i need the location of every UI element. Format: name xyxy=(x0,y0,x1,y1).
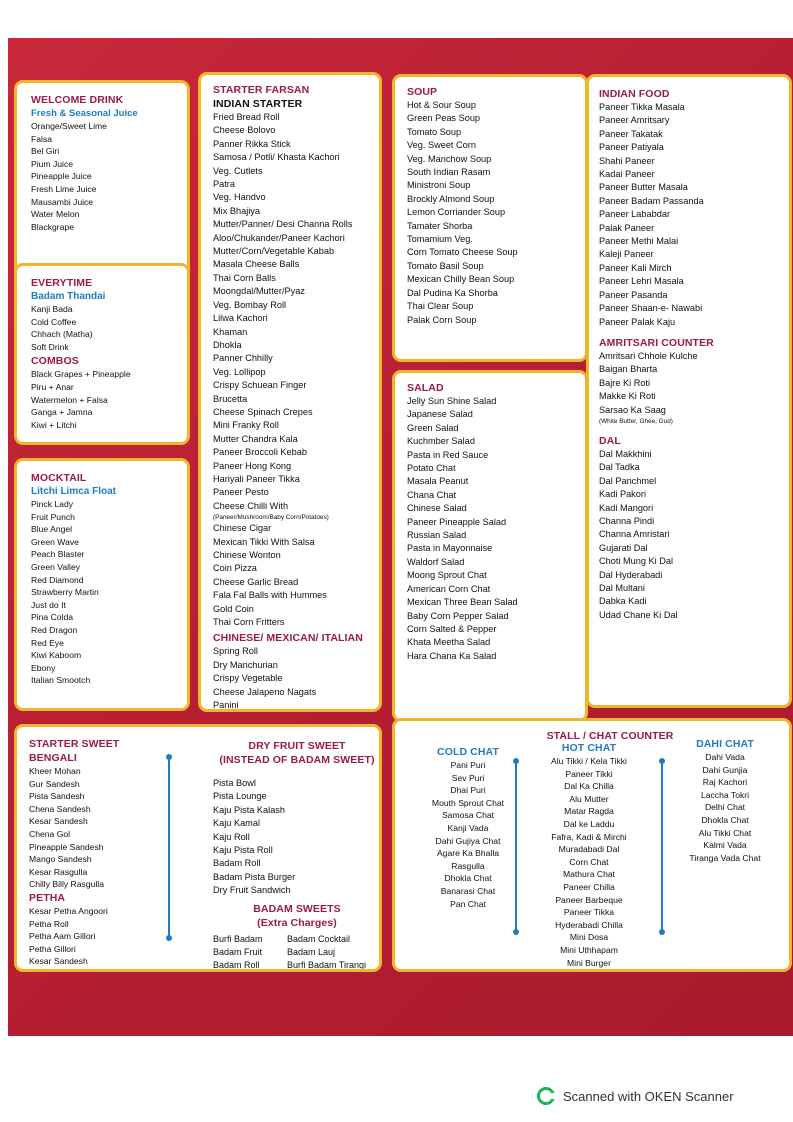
dry-fruit-subtitle: (INSTEAD OF BADAM SWEET) xyxy=(219,754,375,766)
dry-fruit-list xyxy=(213,777,381,898)
list-item: Channa Amristari xyxy=(599,529,670,540)
list-item: Cheese Garlic Bread xyxy=(213,576,299,587)
list-item: Ganga + Jamna xyxy=(31,407,93,418)
list-item: Falsa xyxy=(31,133,53,144)
list-item: Dhokla Chat xyxy=(701,814,749,825)
welcome-drink-title: WELCOME DRINK xyxy=(31,94,124,106)
list-item: Paneer Tikka Masala xyxy=(599,102,685,112)
list-item: Tomato Soup xyxy=(407,126,462,137)
starter-farsan-title: STARTER FARSAN xyxy=(213,84,310,96)
list-item: Alu Mutter xyxy=(569,793,609,804)
salad-card xyxy=(392,370,588,722)
list-item: Paneer Pasanda xyxy=(599,289,668,300)
starter-sweet-card xyxy=(14,724,382,972)
list-item: Baby Corn Pepper Salad xyxy=(407,610,509,621)
list-item: Spring Roll xyxy=(213,646,258,657)
list-item: Thai Corn Fritters xyxy=(213,617,285,628)
scanner-footer-text: Scanned with OKEN Scanner xyxy=(563,1088,734,1104)
list-item: Moong Sprout Chat xyxy=(407,570,487,581)
list-item: Dahi Gujiya Chat xyxy=(435,835,501,846)
list-item: Rasgulla xyxy=(451,860,485,871)
chinese-mexican-italian-list xyxy=(213,645,373,712)
list-item: Dahi Gunjia xyxy=(702,764,748,775)
badam-sweet-item: Badam Fruit xyxy=(213,946,263,957)
stall-divider-2 xyxy=(661,761,663,931)
list-item: Pina Colda xyxy=(31,612,74,623)
list-item: Badam Pista Burger xyxy=(213,871,296,882)
dal-list xyxy=(599,448,783,622)
list-item: Pasta in Red Sauce xyxy=(407,449,489,460)
list-item: Palak Corn Soup xyxy=(407,314,477,325)
list-item: Mini Dosa xyxy=(569,932,609,943)
list-item: Red Diamond xyxy=(31,574,84,585)
list-item: Mexican Three Bean Salad xyxy=(407,597,518,608)
list-item: Panner Rikka Stick xyxy=(213,138,291,149)
list-item: Ministroni Soup xyxy=(407,180,471,191)
list-item: Corn Chat xyxy=(569,856,609,867)
everytime-title: EVERYTIME xyxy=(31,277,93,289)
list-item: Moongdal/Mutter/Pyaz xyxy=(213,286,305,297)
mocktail-title: MOCKTAIL xyxy=(31,472,87,484)
petha-list xyxy=(29,905,179,968)
list-item: Pineapple Juice xyxy=(31,171,92,182)
list-item: Watermelon + Falsa xyxy=(31,394,108,405)
list-item: Fruit Punch xyxy=(31,511,75,522)
list-item: Blackgrape xyxy=(31,221,74,232)
list-item: Pista Lounge xyxy=(213,791,267,802)
list-item: Amritsari Chhole Kulche xyxy=(599,350,698,361)
list-item: Paneer Hong Kong xyxy=(213,460,292,471)
list-item: Dal Pudina Ka Shorba xyxy=(407,287,498,298)
list-item: Chinese Cigar xyxy=(213,523,272,534)
list-item: Kesar Rasgulla xyxy=(29,866,88,877)
list-item: Chilly Billy Rasgulla xyxy=(29,879,104,890)
amritsari-counter-list xyxy=(599,350,783,417)
list-item: Khata Meetha Salad xyxy=(407,637,491,648)
list-item: Dal Ka Chilla xyxy=(564,781,614,792)
list-item: Alu Tikki Chat xyxy=(698,827,752,838)
list-item: Dhokla xyxy=(213,339,242,350)
list-item: Alu Tikki / Kela Tikki xyxy=(551,756,627,766)
starter-farsan-list xyxy=(213,111,373,513)
list-item: Veg. Sweet Corn xyxy=(407,140,476,151)
list-item: Tomamium Veg. xyxy=(407,234,473,245)
list-item: Paneer Badam Passanda xyxy=(599,195,704,206)
list-item: Paneer Chilla xyxy=(563,881,615,892)
list-item: Soft Drink xyxy=(31,341,69,352)
list-item: Cheese Chilli With xyxy=(213,500,289,511)
list-item: Sarsao Ka Saag xyxy=(599,404,666,415)
badam-sweets-row xyxy=(213,946,381,959)
list-item: Dal Hyderabadi xyxy=(599,569,663,580)
badam-sweet-item: Burfi Badam xyxy=(213,933,263,944)
list-item: Dahi Vada xyxy=(705,752,745,762)
list-item: Dal Tadka xyxy=(599,462,640,473)
list-item: Just do It xyxy=(31,599,66,610)
list-item: Fresh Lime Juice xyxy=(31,183,97,194)
list-item: Kaju Roll xyxy=(213,831,250,842)
list-item: Palak Paneer xyxy=(599,222,655,233)
list-item: Veg. Lollipop xyxy=(213,366,266,377)
cheese-chilli-note: (Paneer/Mushroom/Baby Corn/Potatoes) xyxy=(213,514,329,522)
dal-title: DAL xyxy=(599,434,621,447)
amritsari-counter-title: AMRITSARI COUNTER xyxy=(599,336,714,349)
list-item: Piru + Anar xyxy=(31,381,74,392)
badam-sweets-subtitle: (Extra Charges) xyxy=(257,916,337,929)
list-item: Gujarati Dal xyxy=(599,542,648,553)
list-item: Paneer Patiyala xyxy=(599,142,664,153)
list-item: Waldorf Salad xyxy=(407,556,465,567)
list-item: Kuchmber Salad xyxy=(407,436,475,447)
list-item: Veg. Bombay Roll xyxy=(213,299,287,310)
list-item: Ebony xyxy=(31,662,56,673)
list-item: Green Valley xyxy=(31,561,81,572)
list-item: Chinese Wonton xyxy=(213,550,281,560)
list-item: Kesar Petha Angoori xyxy=(29,905,108,916)
list-item: Pan Chat xyxy=(450,898,486,909)
hot-chat-title: HOT CHAT xyxy=(561,742,617,754)
list-item: Paneer Broccoli Kebab xyxy=(213,447,307,458)
list-item: Dal Makkhini xyxy=(599,448,652,459)
list-item: Mutter/Panner/ Desi Channa Rolls xyxy=(213,219,353,230)
list-item: Mini Burger xyxy=(567,957,611,968)
combos-title: COMBOS xyxy=(31,355,79,368)
list-item: Mexican Chilly Bean Soup xyxy=(407,274,515,285)
list-item: Paneer Lehri Masala xyxy=(599,276,684,287)
list-item: Aloo/Chukander/Paneer Kachori xyxy=(213,232,345,243)
list-item: Raj Kachori xyxy=(702,777,748,788)
scanner-logo-icon xyxy=(537,1087,555,1105)
list-item: Laccha Tokri xyxy=(700,789,750,800)
list-item: Kaju Kamal xyxy=(213,818,260,829)
list-item: Mini Franky Roll xyxy=(213,420,279,431)
chinese-mexican-italian-title: CHINESE/ MEXICAN/ ITALIAN xyxy=(213,632,363,645)
salad-list xyxy=(407,395,579,663)
list-item: Corn Salted & Pepper xyxy=(407,623,497,634)
list-item: Chena Sandesh xyxy=(29,803,91,814)
list-item: Paneer Tikka xyxy=(563,907,615,918)
bengali-title: BENGALI xyxy=(29,752,77,764)
list-item: Cheese Spinach Crepes xyxy=(213,406,313,417)
list-item: Green Peas Soup xyxy=(407,113,481,124)
list-item: Veg. Cutlets xyxy=(213,165,263,176)
list-item: Shahi Paneer xyxy=(599,155,655,166)
list-item: Pinck Lady xyxy=(31,499,74,509)
list-item: Hara Chana Ka Salad xyxy=(407,650,497,661)
list-item: Panini xyxy=(213,700,239,711)
hot-chat-list xyxy=(519,755,659,969)
dry-fruit-title: DRY FRUIT SWEET xyxy=(248,740,346,752)
divider-dot-bottom xyxy=(166,935,172,941)
list-item: Thai Corn Balls xyxy=(213,272,276,283)
mocktail-list xyxy=(31,498,181,687)
list-item: Hot & Sour Soup xyxy=(407,100,476,110)
list-item: Delhi Chat xyxy=(704,802,746,813)
list-item: Petha Gillori xyxy=(29,943,76,954)
list-item: Pista Sandesh xyxy=(29,791,85,802)
list-item: Paneer Takatak xyxy=(599,128,663,139)
list-item: Masala Cheese Balls xyxy=(213,259,300,270)
list-item: Dabka Kadi xyxy=(599,596,647,607)
list-item: Mexican Tikki With Salsa xyxy=(213,536,315,547)
list-item: Panner Chhilly xyxy=(213,353,273,364)
cold-chat-title: COLD CHAT xyxy=(437,746,499,758)
list-item: Kalmi Vada xyxy=(703,840,747,851)
list-item: Makke Ki Roti xyxy=(599,391,656,402)
list-item: Water Melon xyxy=(31,209,80,220)
starter-farsan-card xyxy=(198,72,382,712)
list-item: Khaman xyxy=(213,326,248,337)
list-item: Jelly Sun Shine Salad xyxy=(407,396,497,406)
list-item: Veg. Handvo xyxy=(213,192,266,203)
list-item: Kanji Bada xyxy=(31,304,73,314)
everytime-subtitle: Badam Thandai xyxy=(31,291,106,302)
list-item: Mutter/Corn/Vegetable Kabab xyxy=(213,246,335,257)
list-item: Chana Chat xyxy=(407,489,457,500)
welcome-drink-subtitle: Fresh & Seasonal Juice xyxy=(31,108,138,119)
list-item: Russian Salad xyxy=(407,530,467,541)
list-item: Paneer Pesto xyxy=(213,487,269,498)
petha-title: PETHA xyxy=(29,891,66,904)
list-item: Agare Ka Bhalla xyxy=(436,848,500,859)
list-item: Kiwi + Litchi xyxy=(31,419,77,430)
list-item: Patra xyxy=(213,179,235,190)
list-item: Tomato Basil Soup xyxy=(407,260,484,271)
list-item: Bajre Ki Roti xyxy=(599,377,651,388)
dahi-chat-list xyxy=(665,751,785,864)
list-item: Sev Puri xyxy=(451,772,485,783)
list-item: Bel Giri xyxy=(31,146,60,157)
list-item: Lemon Corriander Soup xyxy=(407,207,506,218)
list-item: Kaju Pista Kalash xyxy=(213,804,286,815)
list-item: Mango Sandesh xyxy=(29,854,92,865)
list-item: Fried Bread Roll xyxy=(213,112,280,122)
list-item: Potato Chat xyxy=(407,463,456,474)
list-item: Udad Chane Ki Dal xyxy=(599,609,678,620)
combos-list xyxy=(31,368,181,431)
list-item: Brockly Almond Soup xyxy=(407,193,495,204)
list-item: Choti Mung Ki Dal xyxy=(599,556,674,567)
list-item: Pium Juice xyxy=(31,158,74,169)
list-item: Paneer Palak Kaju xyxy=(599,316,676,327)
list-item: Mathura Chat xyxy=(562,869,616,880)
list-item: Banarasi Chat xyxy=(440,885,496,896)
list-item: Cold Coffee xyxy=(31,316,77,327)
list-item: Red Eye xyxy=(31,637,64,648)
mocktail-card xyxy=(14,458,190,711)
list-item: Crispy Vegetable xyxy=(213,673,283,684)
list-item: Lilwa Kachori xyxy=(213,313,268,324)
list-item: Pista Bowl xyxy=(213,778,256,788)
badam-sweets-row xyxy=(213,933,381,946)
list-item: Paneer Barbeque xyxy=(555,894,623,905)
divider-dot-top xyxy=(166,754,172,760)
list-item: Petha Roll xyxy=(29,918,69,929)
list-item: Dhai Puri xyxy=(450,785,486,796)
list-item: Hariyali Paneer Tikka xyxy=(213,473,300,484)
list-item: Paneer Amritsary xyxy=(599,115,670,126)
list-item: Paneer Lababdar xyxy=(599,209,671,220)
badam-sweet-item: Badam Cocktail xyxy=(287,933,351,944)
list-item: Japanese Salad xyxy=(407,409,473,420)
list-item: Hyderabadi Chilla xyxy=(555,919,623,930)
list-item: Kesar Sandesh xyxy=(29,956,88,967)
list-item: Kesar Sandesh xyxy=(29,816,88,827)
soup-list xyxy=(407,99,579,327)
list-item: Peach Blaster xyxy=(31,549,85,560)
indian-food-card xyxy=(586,74,792,708)
list-item: Mouth Sprout Chat xyxy=(431,797,505,808)
cold-chat-list xyxy=(413,759,523,910)
list-item: Chena Gol xyxy=(29,828,71,839)
list-item: Kanji Vada xyxy=(447,822,489,833)
list-item: Italian Smootch xyxy=(31,675,91,686)
welcome-drink-list xyxy=(31,120,181,233)
list-item: Samosa / Potli/ Khasta Kachori xyxy=(213,152,340,163)
everytime-card xyxy=(14,263,190,445)
list-item: Blue Angel xyxy=(31,524,73,535)
amritsari-note: (White Butter, Ghee, Gud) xyxy=(599,417,673,425)
list-item: Paneer Tikki xyxy=(565,768,613,779)
divider-line xyxy=(168,757,170,937)
dahi-chat-column xyxy=(665,737,785,864)
list-item: Thai Clear Soup xyxy=(407,301,474,312)
list-item: Dry Manchurian xyxy=(213,659,278,670)
list-item: Red Dragon xyxy=(31,624,78,635)
indian-food-title: INDIAN FOOD xyxy=(599,88,670,100)
list-item: Kaleji Paneer xyxy=(599,249,654,260)
list-item: Tamater Shorba xyxy=(407,220,473,231)
list-item: Paneer Butter Masala xyxy=(599,182,688,193)
list-item: South Indian Rasam xyxy=(407,167,491,178)
badam-sweet-item: Badam Roll xyxy=(213,959,260,970)
list-item: Chinese Salad xyxy=(407,503,467,514)
list-item: Tiranga Vada Chat xyxy=(689,852,761,863)
badam-sweet-item: Burfi Badam Tirangi xyxy=(287,959,367,970)
list-item: Cheese Jalapeno Nagats xyxy=(213,686,317,697)
list-item: Coin Pizza xyxy=(213,563,257,574)
list-item: Pasta in Mayonnaise xyxy=(407,543,493,554)
list-item: Dhokla Chat xyxy=(444,873,492,884)
list-item: Fafra, Kadi & Mirchi xyxy=(551,831,627,842)
list-item: Veg. Manchow Soup xyxy=(407,153,492,164)
list-item: Pineapple Sandesh xyxy=(29,841,104,852)
badam-sweets-list xyxy=(213,933,381,972)
list-item: American Corn Chat xyxy=(407,583,491,594)
list-item: Gold Coin xyxy=(213,603,254,614)
badam-sweet-item: Badam Lauj xyxy=(287,946,336,957)
badam-sweets-row xyxy=(213,959,381,972)
list-item: Channa Pindi xyxy=(599,515,655,526)
salad-title: SALAD xyxy=(407,382,444,394)
list-item: Muradabadi Dal xyxy=(558,844,620,855)
list-item: Mutter Chandra Kala xyxy=(213,433,298,444)
stall-divider-2-bottom xyxy=(659,929,665,935)
list-item: Paneer Shaan-e- Nawabi xyxy=(599,303,703,314)
bengali-list xyxy=(29,765,179,891)
stall-chat-card xyxy=(392,718,792,972)
list-item: Strawberry Martin xyxy=(31,587,99,598)
list-item: Brucetta xyxy=(213,393,248,404)
list-item: Paneer Methi Malai xyxy=(599,236,679,247)
list-item: Green Wave xyxy=(31,536,79,547)
list-item: Black Grapes + Pineapple xyxy=(31,369,131,380)
list-item: Cheese Bolovo xyxy=(213,125,276,136)
list-item: Kadi Pakori xyxy=(599,489,646,500)
list-item: Mix Bhajiya xyxy=(213,205,260,216)
list-item: Fala Fal Balls with Hummes xyxy=(213,590,327,601)
list-item: Kheer Mohan xyxy=(29,766,81,776)
indian-starter-title: INDIAN STARTER xyxy=(213,98,303,110)
list-item: Gur Sandesh xyxy=(29,778,80,789)
list-item: Chhach (Matha) xyxy=(31,329,93,340)
list-item: Crispy Schuean Finger xyxy=(213,380,307,391)
mocktail-subtitle: Litchi Limca Float xyxy=(31,486,117,497)
list-item: Paneer Pineapple Salad xyxy=(407,516,507,527)
list-item: Kadi Mangori xyxy=(599,502,654,513)
list-item: Kiwi Kaboom xyxy=(31,650,82,661)
list-item: Mini Uthhapam xyxy=(560,944,618,955)
list-item: Dal Panchmel xyxy=(599,475,657,486)
starter-sweet-title: STARTER SWEET xyxy=(29,738,120,750)
soup-title: SOUP xyxy=(407,86,438,98)
list-item: Masala Peanut xyxy=(407,476,469,487)
list-item: Dry Fruit Sandwich xyxy=(213,885,291,896)
stall-divider-1 xyxy=(515,761,517,931)
list-item: Pani Puri xyxy=(450,760,486,770)
starter-farsan-list-2 xyxy=(213,522,373,629)
indian-food-list xyxy=(599,101,783,329)
list-item: Green Salad xyxy=(407,422,459,433)
list-item: Kaju Pista Roll xyxy=(213,845,273,856)
scanner-footer xyxy=(537,1087,734,1105)
soup-card xyxy=(392,74,588,362)
list-item: Samosa Chat xyxy=(441,810,495,821)
everytime-list xyxy=(31,303,181,353)
list-item: Corn Tomato Cheese Soup xyxy=(407,247,518,258)
hot-chat-column xyxy=(519,741,659,969)
cold-chat-column xyxy=(413,745,523,910)
list-item: Paneer Kali Mirch xyxy=(599,262,672,273)
list-item: Mausambi Juice xyxy=(31,196,94,207)
list-item: Petha Aam Gillori xyxy=(29,931,96,942)
list-item: Baigan Bharta xyxy=(599,364,658,375)
menu-page xyxy=(8,38,793,1036)
list-item: Badam Roll xyxy=(213,858,261,869)
list-item: Dal ke Laddu xyxy=(563,818,615,829)
list-item: Matar Ragda xyxy=(564,806,614,817)
stall-chat-title: STALL / CHAT COUNTER xyxy=(546,730,674,742)
welcome-drink-card xyxy=(14,80,190,292)
dahi-chat-title: DAHI CHAT xyxy=(696,738,754,750)
list-item: Dal Multani xyxy=(599,583,645,593)
list-item: Orange/Sweet Lime xyxy=(31,121,107,131)
badam-sweets-title: BADAM SWEETS xyxy=(253,902,341,915)
list-item: Kadai Paneer xyxy=(599,169,655,180)
